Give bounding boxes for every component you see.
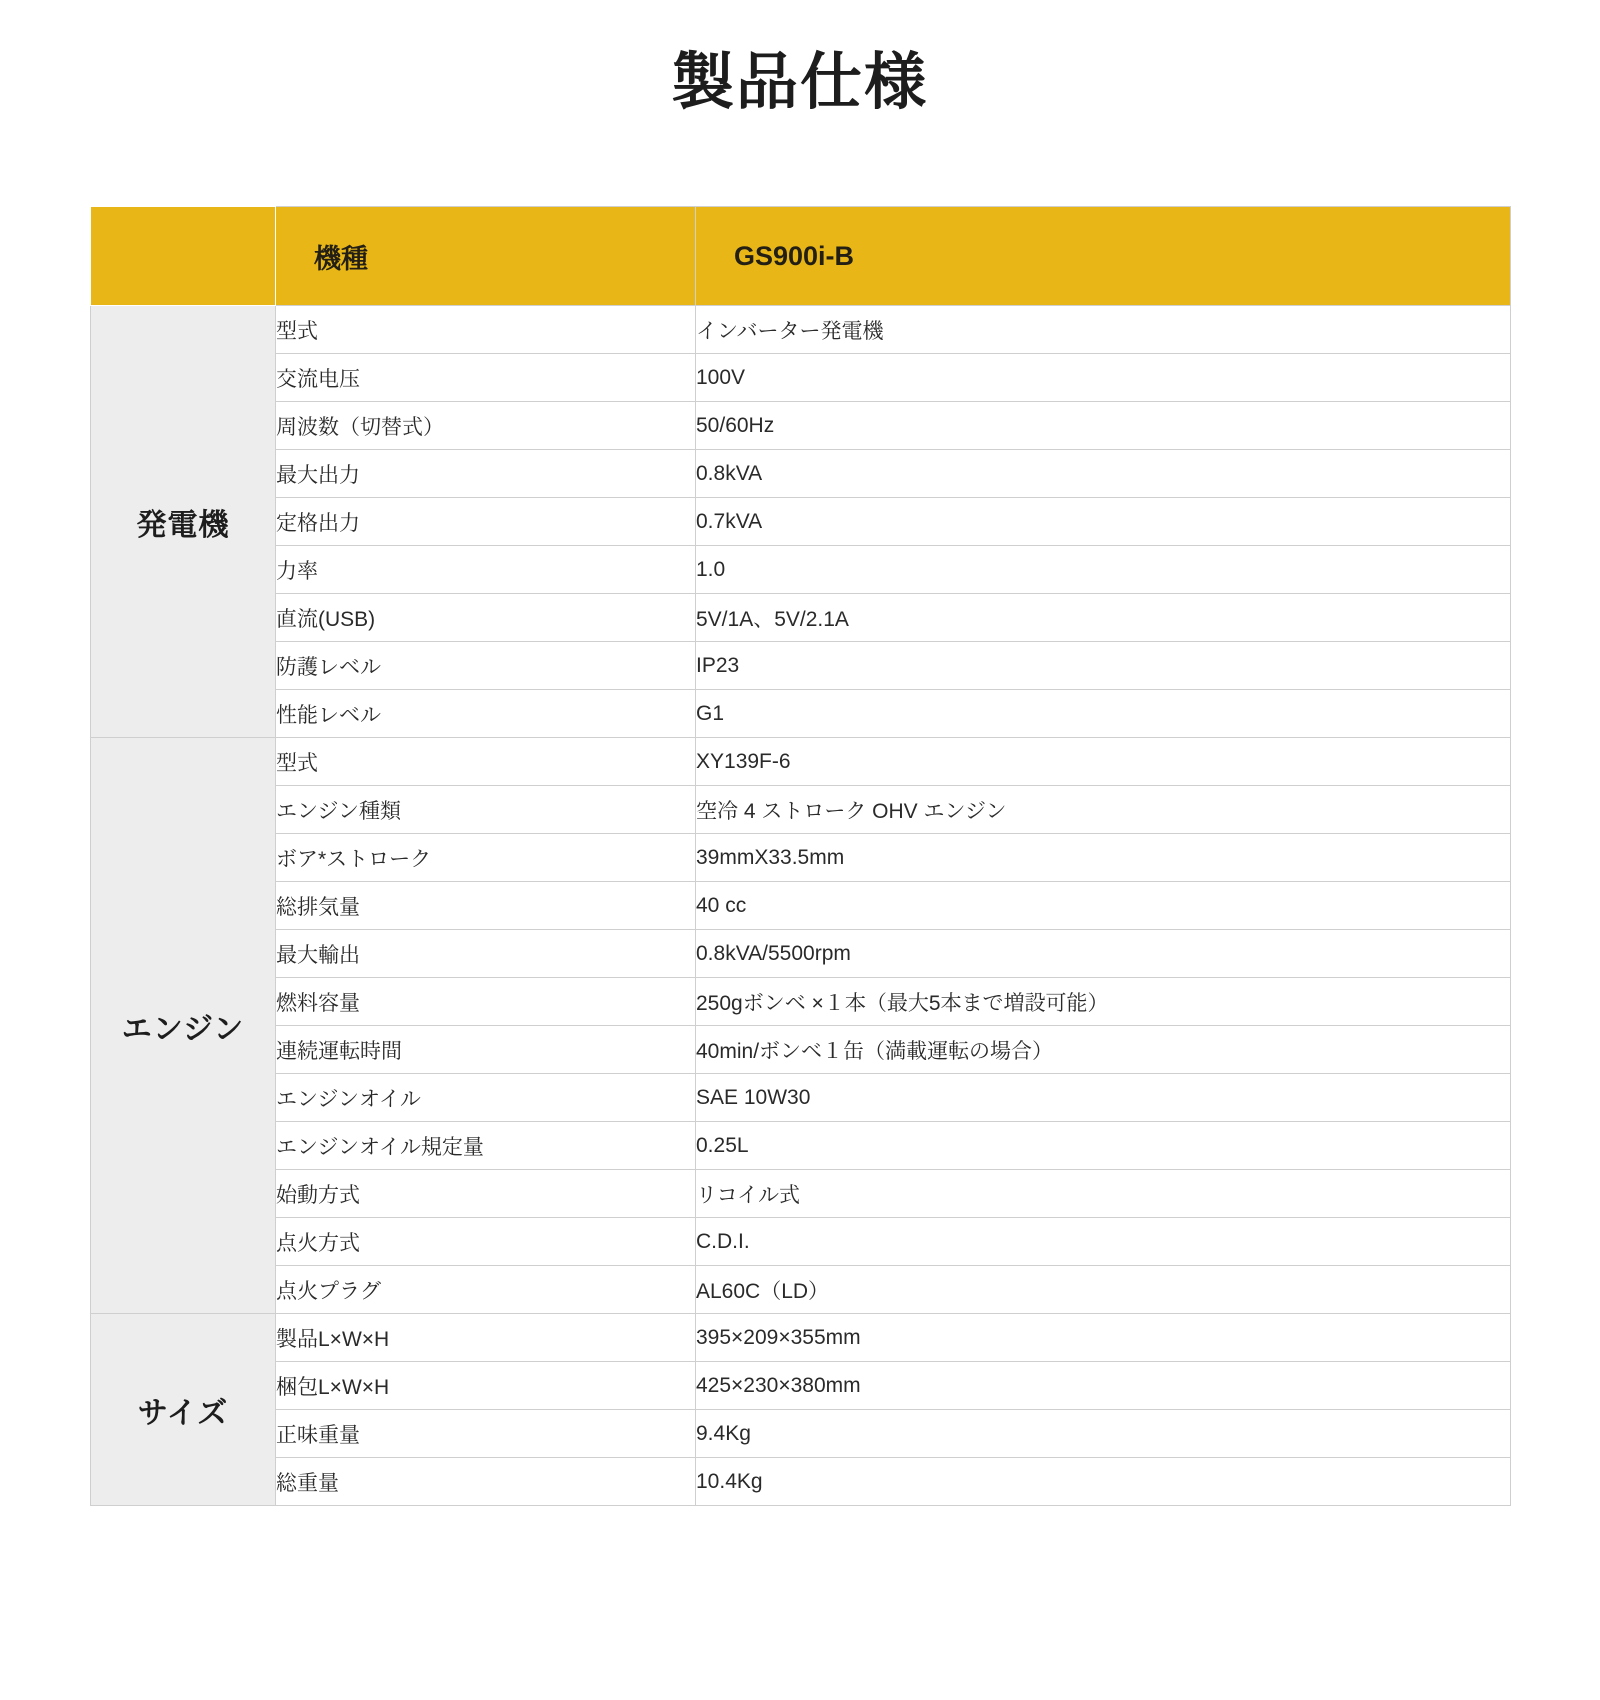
table-row <box>91 354 1511 402</box>
table-row <box>91 1218 1511 1266</box>
spec-value-cell: G1 <box>696 690 1511 738</box>
table-row <box>91 1314 1511 1362</box>
spec-label-cell: 総重量 <box>276 1458 696 1506</box>
header-model-column: GS900i-B <box>696 207 1511 306</box>
spec-value-cell: 0.8kVA <box>696 450 1511 498</box>
table-row <box>91 690 1511 738</box>
spec-table-body <box>91 306 1511 1506</box>
spec-value-cell: 40 cc <box>696 882 1511 930</box>
spec-value-cell: 0.8kVA/5500rpm <box>696 930 1511 978</box>
table-row <box>91 1170 1511 1218</box>
spec-label-cell: 最大出力 <box>276 450 696 498</box>
spec-value-cell: C.D.I. <box>696 1218 1511 1266</box>
table-row <box>91 546 1511 594</box>
spec-label-cell: 防護レベル <box>276 642 696 690</box>
spec-label-cell: エンジンオイル <box>276 1074 696 1122</box>
table-row <box>91 450 1511 498</box>
spec-value-cell: 100V <box>696 354 1511 402</box>
spec-label-cell: エンジン種類 <box>276 786 696 834</box>
group-label-cell: サイズ <box>91 1314 276 1506</box>
spec-value-cell: 39mmX33.5mm <box>696 834 1511 882</box>
spec-label-cell: 製品L×W×H <box>276 1314 696 1362</box>
spec-label-cell: 連続運転時間 <box>276 1026 696 1074</box>
table-row <box>91 306 1511 354</box>
table-row <box>91 882 1511 930</box>
table-row <box>91 786 1511 834</box>
spec-value-cell: 395×209×355mm <box>696 1314 1511 1362</box>
spec-label-cell: 総排気量 <box>276 882 696 930</box>
spec-value-cell: 1.0 <box>696 546 1511 594</box>
spec-value-cell: リコイル式 <box>696 1170 1511 1218</box>
spec-label-cell: 点火プラグ <box>276 1266 696 1314</box>
header-label-column: 機種 <box>276 207 696 306</box>
group-label-cell: エンジン <box>91 738 276 1314</box>
spec-table-container <box>90 120 1510 1506</box>
table-row <box>91 498 1511 546</box>
spec-label-cell: 周波数（切替式） <box>276 402 696 450</box>
table-row <box>91 1122 1511 1170</box>
spec-label-cell: 定格出力 <box>276 498 696 546</box>
table-row <box>91 1026 1511 1074</box>
spec-value-cell: 9.4Kg <box>696 1410 1511 1458</box>
table-row <box>91 834 1511 882</box>
spec-label-cell: 正味重量 <box>276 1410 696 1458</box>
table-row <box>91 738 1511 786</box>
spec-value-cell: SAE 10W30 <box>696 1074 1511 1122</box>
spec-label-cell: 梱包L×W×H <box>276 1362 696 1410</box>
spec-value-cell: 0.7kVA <box>696 498 1511 546</box>
table-row <box>91 978 1511 1026</box>
table-header-row <box>91 207 1511 306</box>
spec-label-cell: 始動方式 <box>276 1170 696 1218</box>
page-title: 製品仕様 <box>671 48 928 117</box>
table-row <box>91 642 1511 690</box>
spec-value-cell: 40min/ボンベ１缶（満載運転の場合） <box>696 1026 1511 1074</box>
spec-value-cell: IP23 <box>696 642 1511 690</box>
table-row <box>91 1458 1511 1506</box>
spec-value-cell: 0.25L <box>696 1122 1511 1170</box>
group-label-cell: 発電機 <box>91 306 276 738</box>
spec-value-cell: 250gボンベ ×１本（最大5本まで増設可能） <box>696 978 1511 1026</box>
spec-table-head <box>91 207 1511 306</box>
spec-value-cell: 50/60Hz <box>696 402 1511 450</box>
table-row <box>91 1410 1511 1458</box>
spec-label-cell: 型式 <box>276 738 696 786</box>
table-row <box>91 402 1511 450</box>
spec-value-cell: AL60C（LD） <box>696 1266 1511 1314</box>
table-row <box>91 1266 1511 1314</box>
spec-label-cell: 燃料容量 <box>276 978 696 1026</box>
spec-value-cell: 425×230×380mm <box>696 1362 1511 1410</box>
spec-label-cell: 最大輸出 <box>276 930 696 978</box>
table-row <box>91 930 1511 978</box>
table-row <box>91 1074 1511 1122</box>
spec-value-cell: 空冷 4 ストローク OHV エンジン <box>696 786 1511 834</box>
spec-label-cell: 性能レベル <box>276 690 696 738</box>
spec-value-cell: 5V/1A、5V/2.1A <box>696 594 1511 642</box>
spec-label-cell: ボア*ストローク <box>276 834 696 882</box>
spec-label-cell: 型式 <box>276 306 696 354</box>
table-row <box>91 594 1511 642</box>
spec-value-cell: 10.4Kg <box>696 1458 1511 1506</box>
spec-value-cell: XY139F-6 <box>696 738 1511 786</box>
product-spec-table <box>90 206 1511 1506</box>
table-row <box>91 1362 1511 1410</box>
spec-label-cell: 交流电压 <box>276 354 696 402</box>
spec-label-cell: 直流(USB) <box>276 594 696 642</box>
spec-value-cell: インバーター発電機 <box>696 306 1511 354</box>
spec-label-cell: 力率 <box>276 546 696 594</box>
spec-label-cell: エンジンオイル規定量 <box>276 1122 696 1170</box>
spec-label-cell: 点火方式 <box>276 1218 696 1266</box>
header-spacer-cell <box>91 207 276 306</box>
